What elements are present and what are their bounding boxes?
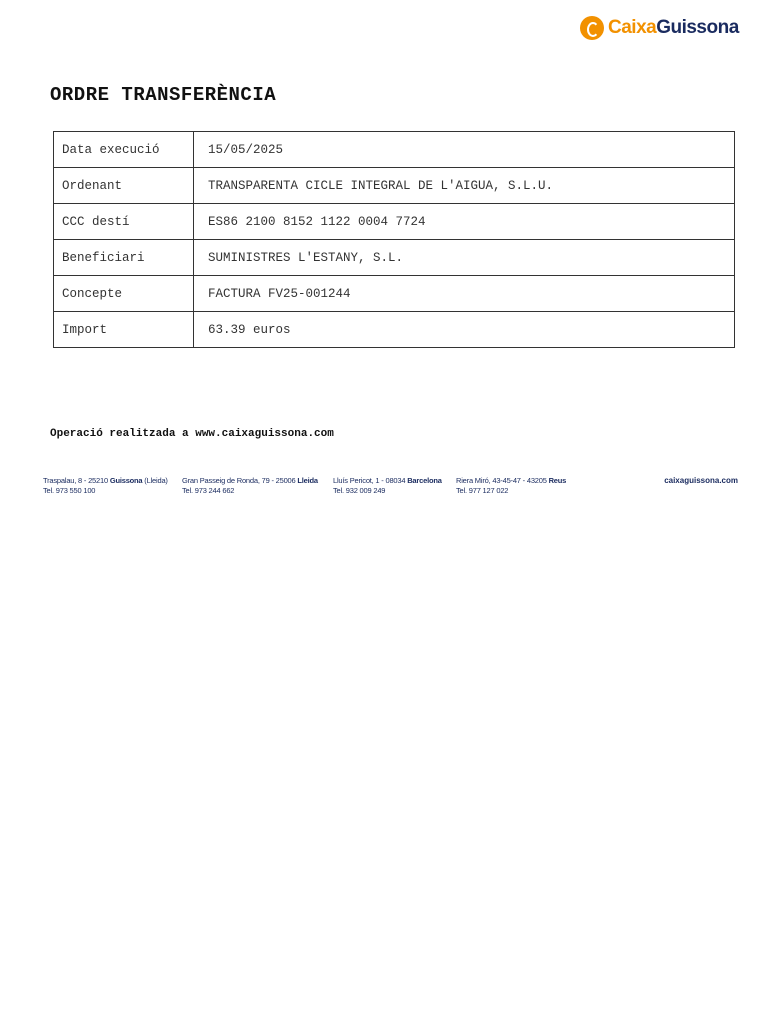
- logo-wordmark: CaixaGuissona: [608, 17, 739, 38]
- address-phone: Tel. 977 127 022: [456, 486, 509, 495]
- table-row: [54, 168, 735, 204]
- row-label-destination-account: CCC destí: [54, 204, 194, 240]
- page-title: ORDRE TRANSFERÈNCIA: [50, 84, 277, 106]
- row-value-concept: FACTURA FV25-001244: [194, 276, 735, 312]
- table-row: [54, 204, 735, 240]
- operation-note: Operació realitzada a www.caixaguissona.com: [50, 428, 334, 440]
- row-label-originator: Ordenant: [54, 168, 194, 204]
- office-address-barcelona: [333, 476, 442, 496]
- row-label-concept: Concepte: [54, 276, 194, 312]
- table-row: [54, 240, 735, 276]
- table-row: [54, 276, 735, 312]
- address-city: Guissona: [109, 476, 143, 485]
- table-row: [54, 312, 735, 348]
- address-city: Lleida: [297, 476, 318, 485]
- row-value-destination-account: ES86 2100 8152 1122 0004 7724: [194, 204, 735, 240]
- address-suffix: (Lleida): [144, 476, 168, 485]
- office-addresses-footer: [0, 476, 768, 500]
- address-street: Traspalau, 8 - 25210: [43, 476, 108, 485]
- office-address-reus: [456, 476, 566, 496]
- row-label-execution-date: Data execució: [54, 132, 194, 168]
- address-street: Gran Passeig de Ronda, 79 - 25006: [182, 476, 296, 485]
- address-city: Barcelona: [407, 476, 442, 485]
- row-label-beneficiary: Beneficiari: [54, 240, 194, 276]
- address-phone: Tel. 932 009 249: [333, 486, 386, 495]
- row-value-execution-date: 15/05/2025: [194, 132, 735, 168]
- row-value-beneficiary: SUMINISTRES L'ESTANY, S.L.: [194, 240, 735, 276]
- office-address-lleida: [182, 476, 318, 496]
- caixaguissona-logo-icon: [580, 16, 604, 40]
- transfer-details-table: [53, 131, 735, 348]
- address-street: Riera Miró, 43-45-47 - 43205: [456, 476, 547, 485]
- row-value-amount: 63.39 euros: [194, 312, 735, 348]
- office-address-guissona: [43, 476, 168, 496]
- row-value-originator: TRANSPARENTA CICLE INTEGRAL DE L'AIGUA, S.L.U.: [194, 168, 735, 204]
- website-link[interactable]: caixaguissona.com: [664, 476, 738, 485]
- address-phone: Tel. 973 550 100: [43, 486, 96, 495]
- caixaguissona-logo: [580, 14, 739, 42]
- table-row: [54, 132, 735, 168]
- address-city: Reus: [548, 476, 567, 485]
- address-phone: Tel. 973 244 662: [182, 486, 235, 495]
- address-street: Lluís Pericot, 1 - 08034: [333, 476, 406, 485]
- row-label-amount: Import: [54, 312, 194, 348]
